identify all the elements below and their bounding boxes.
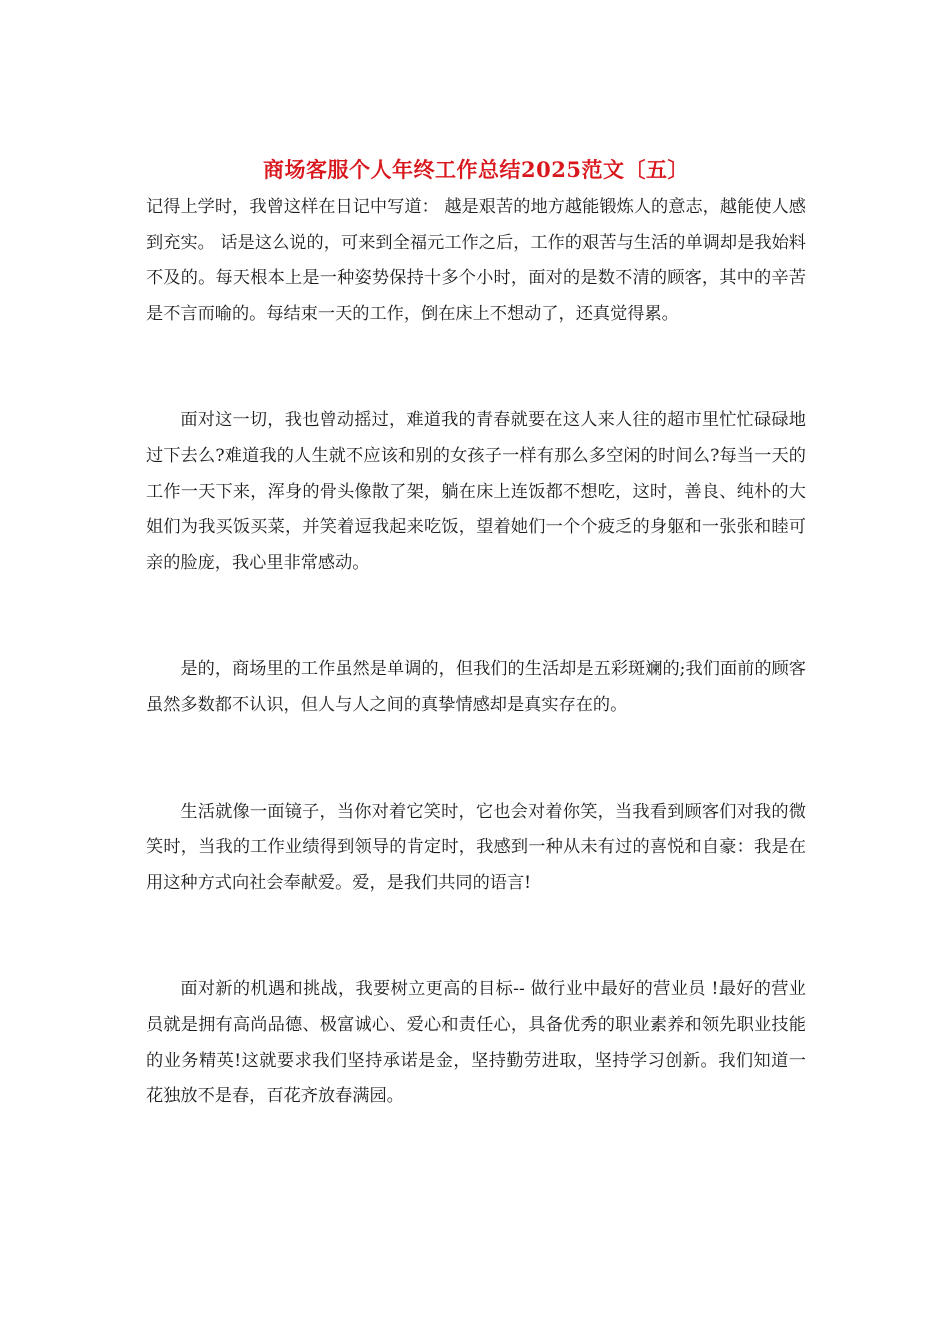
paragraph-gap bbox=[146, 581, 806, 652]
paragraph-4: 生活就像一面镜子，当你对着它笑时，它也会对着你笑，当我看到顾客们对我的微笑时，当我的工作业绩得到领导的肯定时，我感到一种从未有过的喜悦和自豪：我是在用这种方式向社会奉献爱。爱，是我们共同的语言! bbox=[146, 801, 806, 893]
paragraph-3: 是的，商场里的工作虽然是单调的，但我们的生活却是五彩斑斓的;我们面前的顾客虽然多数都不认识，但人与人之间的真挚情感却是真实存在的。 bbox=[146, 659, 806, 715]
paragraph-1: 记得上学时，我曾这样在日记中写道： 越是艰苦的地方越能锻炼人的意志，越能使人感到充实。 话是这么说的，可来到全福元工作之后，工作的艰苦与生活的单调却是我始料不及的。每天根本上是一种姿势保持十多个小时，面对的是数不清的顾客，其中的辛苦是不言而喻的。每结束一天的工作，倒在床上不想动了，还真觉得累。 bbox=[146, 197, 806, 324]
paragraph-gap bbox=[146, 901, 806, 972]
paragraph-2: 面对这一切，我也曾动摇过，难道我的青春就要在这人来人往的超市里忙忙碌碌地过下去么?难道我的人生就不应该和别的女孩子一样有那么多空闲的时间么?每当一天的工作一天下来，浑身的骨头像散了架，躺在床上连饭都不想吃，这时，善良、纯朴的大姐们为我买饭买菜，并笑着逗我起来吃饭，望着她们一个个疲乏的身躯和一张张和睦可亲的脸庞，我心里非常感动。 bbox=[146, 410, 806, 573]
document-page bbox=[146, 150, 806, 1115]
paragraph-gap bbox=[146, 724, 806, 795]
paragraph-gap bbox=[146, 332, 806, 403]
paragraph-5: 面对新的机遇和挑战，我要树立更高的目标-- 做行业中最好的营业员 !最好的营业员就是拥有高尚品德、极富诚心、爱心和责任心，具备优秀的职业素养和领先职业技能的业务精英!这就要求我们坚持承诺是金，坚持勤劳进取，坚持学习创新。我们知道一花独放不是春，百花齐放春满园。 bbox=[146, 979, 806, 1107]
document-title: 商场客服个人年终工作总结2025范文〔五〕 bbox=[263, 157, 689, 182]
